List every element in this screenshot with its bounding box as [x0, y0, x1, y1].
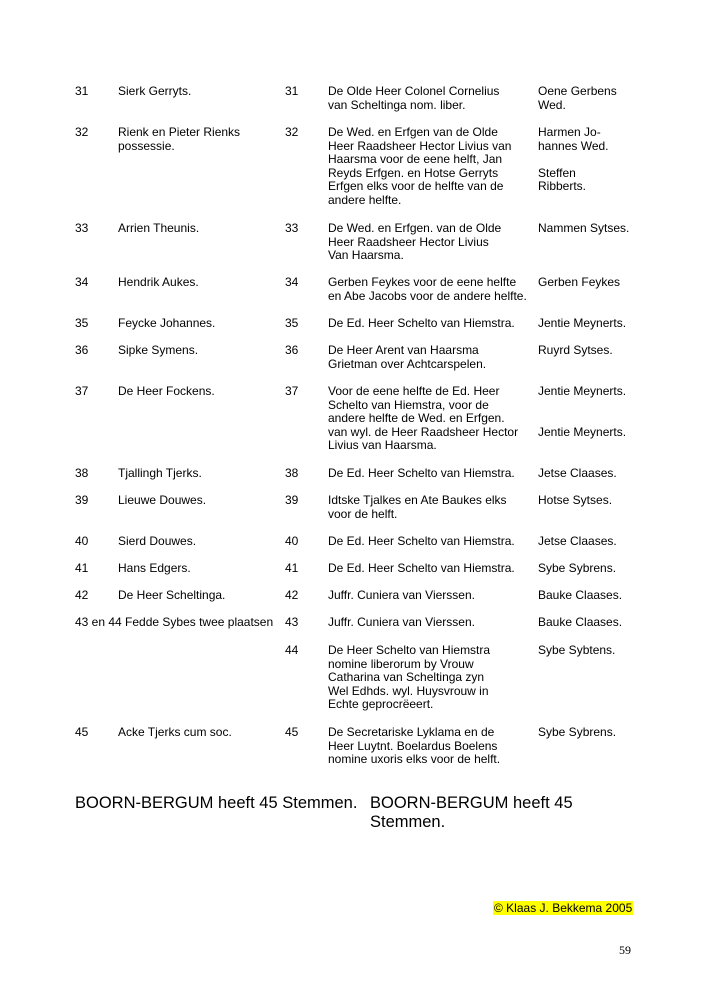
left-number: 36	[75, 343, 89, 357]
right-name: Jetse Claases.	[538, 534, 617, 548]
right-owner-text: De Heer Arent van Haarsma Grietman over Achtcarspelen.	[328, 343, 487, 371]
right-number: 33	[285, 221, 299, 235]
left-number: 39	[75, 493, 89, 507]
right-owner-text: De Ed. Heer Schelto van Hiemstra.	[328, 534, 515, 548]
right-owner-text: Gerben Feykes voor de eene helfte en Abe Jacobs voor de andere helfte.	[328, 275, 527, 303]
right-number: 40	[285, 534, 299, 548]
right-name: Nammen Sytses.	[538, 221, 630, 235]
right-owner-text: Voor de eene helfte de Ed. Heer Schelto van Hiemstra, voor de andere helfte de Wed. en Erfgen. van wyl. de Heer Raadsheer Hector Livius van Haarsma.	[328, 384, 519, 453]
left-name: Feycke Johannes.	[118, 316, 216, 330]
right-name: Jentie Meynerts. Jentie Meynerts.	[538, 384, 627, 439]
right-name: Bauke Claases.	[538, 615, 623, 629]
left-number: 42	[75, 588, 89, 602]
right-number: 37	[285, 384, 299, 398]
right-number: 39	[285, 493, 299, 507]
right-owner-text: De Wed. en Erfgen. van de Olde Heer Raadsheer Hector Livius Van Haarsma.	[328, 221, 502, 263]
left-name: Rienk en Pieter Rienks possessie.	[118, 125, 241, 153]
right-owner-text: De Ed. Heer Schelto van Hiemstra.	[328, 316, 515, 330]
right-number: 45	[285, 725, 299, 739]
right-number: 35	[285, 316, 299, 330]
right-owner-text: De Heer Schelto van Hiemstra nomine liberorum by Vrouw Catharina van Scheltinga zyn Wel Edhds. wyl. Huysvrouw in Echte geprocrëeert.	[328, 643, 491, 712]
right-owner-text: De Secretariske Lyklama en de Heer Luytnt. Boelardus Boelens nomine uxoris elks voor de helft.	[328, 725, 501, 767]
left-number: 41	[75, 561, 89, 575]
right-number: 36	[285, 343, 299, 357]
right-name: Sybe Sybrens.	[538, 725, 617, 739]
left-name: Sipke Symens.	[118, 343, 199, 357]
left-number: 32	[75, 125, 89, 139]
right-owner-text: De Ed. Heer Schelto van Hiemstra.	[328, 466, 515, 480]
right-name: Gerben Feykes	[538, 275, 621, 289]
right-name: Sybe Sybrens.	[538, 561, 617, 575]
left-name: Hendrik Aukes.	[118, 275, 199, 289]
right-number: 43	[285, 615, 299, 629]
left-number: 31	[75, 84, 89, 98]
left-name: De Heer Scheltinga.	[118, 588, 226, 602]
left-name: Tjallingh Tjerks.	[118, 466, 202, 480]
right-owner-text: De Olde Heer Colonel Cornelius van Scheltinga nom. liber.	[328, 84, 500, 112]
left-name: Sierd Douwes.	[118, 534, 197, 548]
right-number: 38	[285, 466, 299, 480]
right-number: 32	[285, 125, 299, 139]
left-number: 34	[75, 275, 89, 289]
left-number: 38	[75, 466, 89, 480]
right-number: 42	[285, 588, 299, 602]
left-name: Hans Edgers.	[118, 561, 191, 575]
right-name: Jetse Claases.	[538, 466, 617, 480]
right-number: 34	[285, 275, 299, 289]
left-number: 33	[75, 221, 89, 235]
page-number: 59	[619, 943, 631, 957]
right-owner-text: Idtske Tjalkes en Ate Baukes elks voor de helft.	[328, 493, 507, 521]
right-owner-text: De Wed. en Erfgen van de Olde Heer Raadsheer Hector Livius van Haarsma voor de eene helft, Jan Reyds Erfgen. en Hotse Gerryts Erfgen elks voor de helfte van de andere helfte.	[328, 125, 512, 207]
left-name: Sierk Gerryts.	[118, 84, 192, 98]
right-owner-text: Juffr. Cuniera van Vierssen.	[328, 615, 475, 629]
vote-total-right: BOORN-BERGUM heeft 45 Stemmen.	[370, 794, 573, 831]
left-name: De Heer Fockens.	[118, 384, 215, 398]
left-name: Arrien Theunis.	[118, 221, 200, 235]
right-name: Hotse Sytses.	[538, 493, 613, 507]
right-owner-text: Juffr. Cuniera van Vierssen.	[328, 588, 475, 602]
right-name: Jentie Meynerts.	[538, 316, 627, 330]
right-name: Oene Gerbens Wed.	[538, 84, 617, 112]
right-number: 44	[285, 643, 299, 657]
right-name: Bauke Claases.	[538, 588, 623, 602]
copyright-notice: © Klaas J. Bekkema 2005	[494, 901, 633, 915]
right-number: 31	[285, 84, 299, 98]
right-name: Harmen Jo- hannes Wed. Steffen Ribberts.	[538, 125, 609, 194]
left-name: Lieuwe Douwes.	[118, 493, 207, 507]
left-number: 45	[75, 725, 89, 739]
left-number: 37	[75, 384, 89, 398]
vote-total-left: BOORN-BERGUM heeft 45 Stemmen.	[75, 794, 358, 812]
right-name: Sybe Sybtens.	[538, 643, 616, 657]
left-name: Acke Tjerks cum soc.	[118, 725, 232, 739]
right-owner-text: De Ed. Heer Schelto van Hiemstra.	[328, 561, 515, 575]
left-number: 35	[75, 316, 89, 330]
right-name: Ruyrd Sytses.	[538, 343, 613, 357]
right-number: 41	[285, 561, 299, 575]
left-combined-entry: 43 en 44 Fedde Sybes twee plaatsen	[75, 615, 274, 629]
left-number: 40	[75, 534, 89, 548]
